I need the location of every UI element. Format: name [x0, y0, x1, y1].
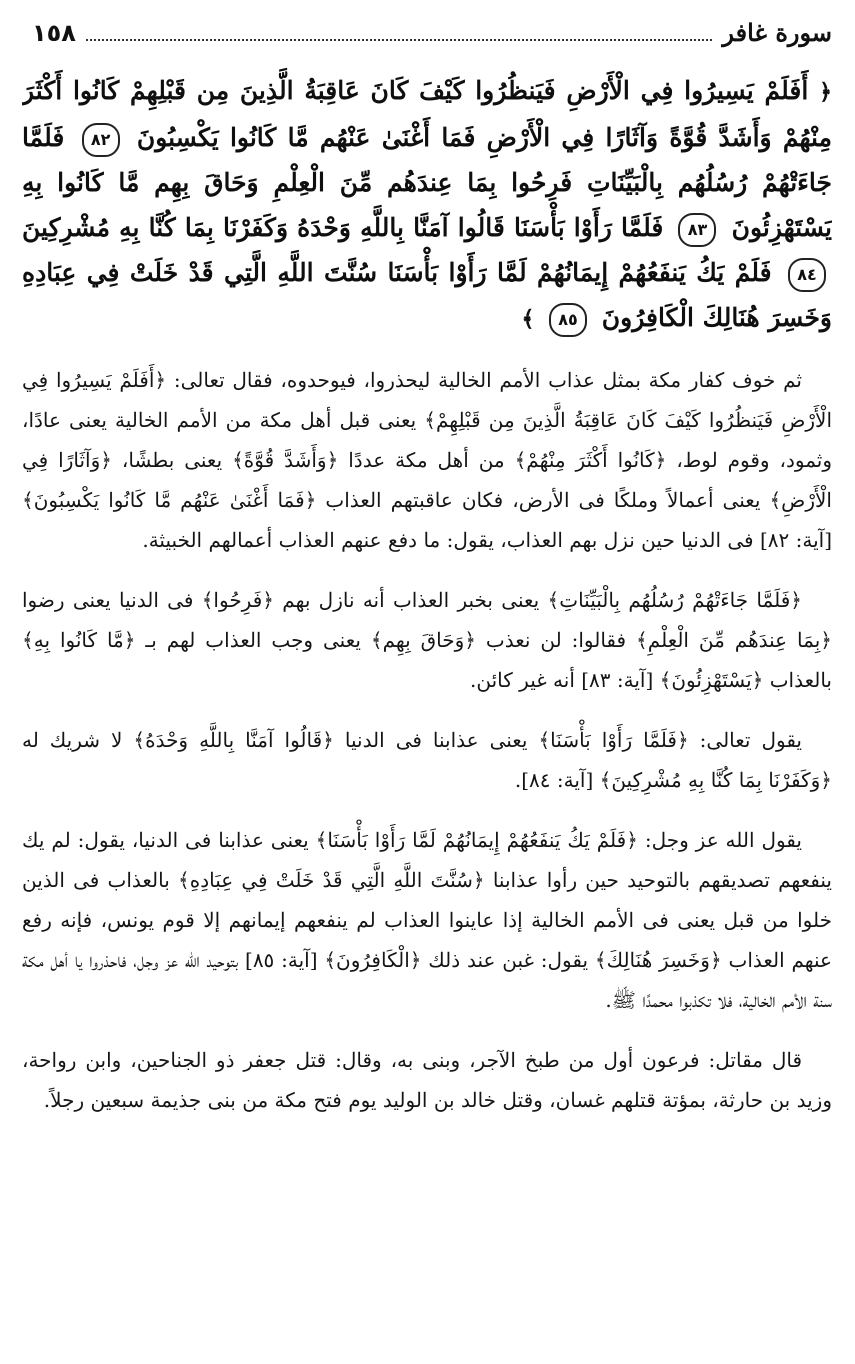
page-header [22, 18, 832, 58]
verse-number-84: ٨٤ [788, 258, 826, 292]
ornate-bracket-open: ﴿ [819, 80, 832, 105]
book-page [22, 18, 832, 1348]
header-dotted-rule [86, 21, 712, 41]
verse-83: فَلَمَّا جَاءَتْهُمْ رُسُلُهُم بِالْبَيِّنَاتِ فَرِحُوا بِمَا عِندَهُم مِّنَ الْعِلْمِ وَحَاقَ بِهِم مَّا كَانُوا بِهِ يَسْتَهْزِئُونَ [22, 123, 832, 242]
page-number: ١٥٨ [32, 19, 76, 47]
commentary-paragraph-4: يقول الله عز وجل: ﴿فَلَمْ يَكُ يَنفَعُهُمْ إِيمَانُهُمْ لَمَّا رَأَوْا بَأْسَنَا﴾ يعنى عذابنا فى الدنيا، يقول: لم يك ينفعهم تصديقهم بالتوحيد حين رأوا عذابنا ﴿سُنَّتَ اللَّهِ الَّتِي قَدْ خَلَتْ فِي عِبَادِهِ﴾ بالعذاب فى الذين خلوا من قبل يعنى فى الأمم الخالية إذا عاينوا العذاب لم ينفعهم إيمانهم إلا قوم يونس، فإنه رفع عنهم العذاب ﴿وَخَسِرَ هُنَالِكَ﴾ يقول: غبن عند ذلك ﴿الْكَافِرُونَ﴾ [آية: ٨٥] بتوحيد الله عز وجل، فاحذروا يا أهل مكة سنة الأمم الخالية، فلا تكذبوا محمدًا ﷺ. [22, 828, 832, 1012]
commentary-paragraph-5: قال مقاتل: فرعون أول من طبخ الآجر، وبنى به، وقال: قتل جعفر ذو الجناحين، وابن رواحة، وزيد بن حارثة، بمؤتة قتلهم غسان، وقتل خالد بن الوليد يوم فتح مكة من بنى جذيمة سبعين رجلاً. [22, 1048, 832, 1112]
quran-block [22, 68, 832, 342]
verse-number-82: ٨٢ [82, 123, 120, 157]
commentary-paragraph-3: يقول تعالى: ﴿فَلَمَّا رَأَوْا بَأْسَنَا﴾ يعنى عذابنا فى الدنيا ﴿قَالُوا آمَنَّا بِاللَّهِ وَحْدَهُ﴾ لا شريك له ﴿وَكَفَرْنَا بِمَا كُنَّا بِهِ مُشْرِكِينَ﴾ [آية: ٨٤]. [22, 728, 832, 792]
verse-84: فَلَمَّا رَأَوْا بَأْسَنَا قَالُوا آمَنَّا بِاللَّهِ وَحْدَهُ وَكَفَرْنَا بِمَا كُنَّا بِهِ مُشْرِكِينَ [22, 213, 664, 242]
verse-82: أَفَلَمْ يَسِيرُوا فِي الْأَرْضِ فَيَنظُرُوا كَيْفَ كَانَ عَاقِبَةُ الَّذِينَ مِن قَبْلِهِمْ كَانُوا أَكْثَرَ مِنْهُمْ وَأَشَدَّ قُوَّةً وَآثَارًا فِي الْأَرْضِ فَمَا أَغْنَىٰ عَنْهُم مَّا كَانُوا يَكْسِبُونَ [22, 76, 832, 152]
ornate-bracket-close: ﴾ [521, 307, 535, 332]
commentary-paragraph-1: ثم خوف كفار مكة بمثل عذاب الأمم الخالية ليحذروا، فيوحدوه، فقال تعالى: ﴿أَفَلَمْ يَسِيرُوا فِي الْأَرْضِ فَيَنظُرُوا كَيْفَ كَانَ عَاقِبَةُ الَّذِينَ مِن قَبْلِهِمْ﴾ يعنى قبل أهل مكة من الأمم الخالية يعنى عادًا، وثمود، وقوم لوط، ﴿كَانُوا أَكْثَرَ مِنْهُمْ﴾ من أهل مكة عددًا ﴿وَأَشَدَّ قُوَّةً﴾ يعنى بطشًا، ﴿وَآثَارًا فِي الْأَرْضِ﴾ يعنى أعمالاً وملكًا فى الأرض، فكان عاقبتهم العذاب ﴿فَمَا أَغْنَىٰ عَنْهُم مَّا كَانُوا يَكْسِبُونَ﴾ [آية: ٨٢] فى الدنيا حين نزل بهم العذاب، يقول: ما دفع عنهم العذاب أعمالهم الخبيثة. [22, 368, 832, 552]
verse-85: فَلَمْ يَكُ يَنفَعُهُمْ إِيمَانُهُمْ لَمَّا رَأَوْا بَأْسَنَا سُنَّتَ اللَّهِ الَّتِي قَدْ خَلَتْ فِي عِبَادِهِ وَخَسِرَ هُنَالِكَ الْكَافِرُونَ [22, 258, 832, 332]
commentary-paragraph-2: ﴿فَلَمَّا جَاءَتْهُمْ رُسُلُهُم بِالْبَيِّنَاتِ﴾ يعنى بخبر العذاب أنه نازل بهم ﴿فَرِحُوا﴾ فى الدنيا يعنى رضوا ﴿بِمَا عِندَهُم مِّنَ الْعِلْمِ﴾ فقالوا: لن نعذب ﴿وَحَاقَ بِهِم﴾ يعنى وجب العذاب لهم بـ ﴿مَّا كَانُوا بِهِ﴾ بالعذاب ﴿يَسْتَهْزِئُونَ﴾ [آية: ٨٣] أنه غير كائن. [22, 588, 832, 692]
surah-title: سورة غافر [722, 18, 832, 47]
verse-number-83: ٨٣ [678, 213, 716, 247]
verse-number-85: ٨٥ [549, 303, 587, 337]
